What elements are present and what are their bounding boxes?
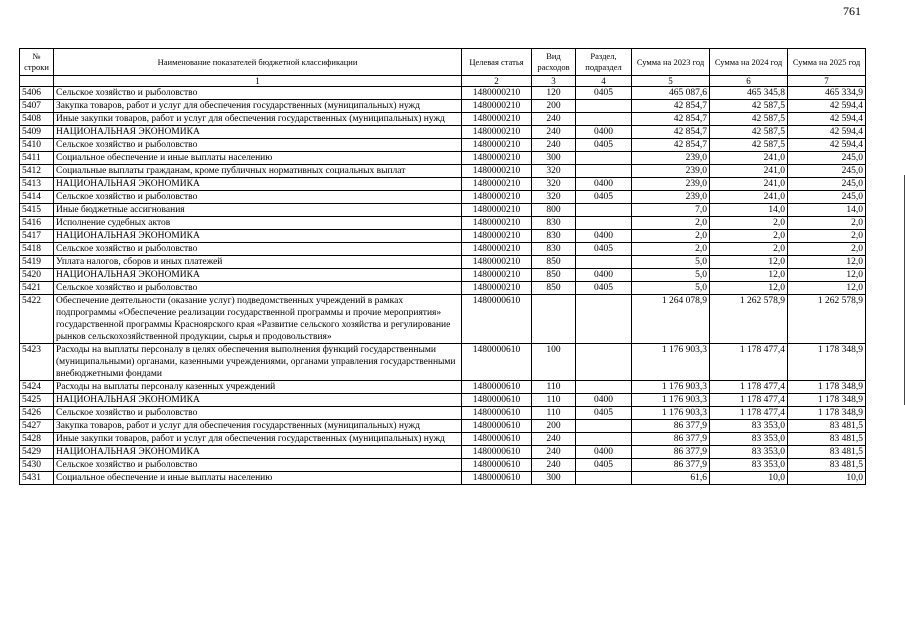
row-target-article: 1480000610 xyxy=(462,394,532,407)
row-number: 5416 xyxy=(20,217,54,230)
row-expense-type: 830 xyxy=(532,217,576,230)
row-target-article: 1480000610 xyxy=(462,295,532,344)
row-amount-2025: 14,0 xyxy=(788,204,866,217)
row-expense-type: 110 xyxy=(532,407,576,420)
row-amount-2023: 42 854,7 xyxy=(632,126,710,139)
row-expense-type xyxy=(532,295,576,344)
row-amount-2025: 2,0 xyxy=(788,217,866,230)
header-section: Раздел, подраздел xyxy=(576,49,632,76)
row-target-article: 1480000210 xyxy=(462,100,532,113)
row-amount-2023: 86 377,9 xyxy=(632,459,710,472)
row-amount-2023: 465 087,6 xyxy=(632,87,710,100)
table-row xyxy=(20,381,866,394)
row-name: Закупка товаров, работ и услуг для обеспечения государственных (муниципальных) нужд xyxy=(54,100,462,113)
table-body xyxy=(20,87,866,485)
row-number: 5417 xyxy=(20,230,54,243)
row-number: 5424 xyxy=(20,381,54,394)
row-name: НАЦИОНАЛЬНАЯ ЭКОНОМИКА xyxy=(54,126,462,139)
row-amount-2023: 2,0 xyxy=(632,230,710,243)
row-section: 0400 xyxy=(576,126,632,139)
row-name: Сельское хозяйство и рыболовство xyxy=(54,243,462,256)
column-number xyxy=(20,76,54,87)
table-row xyxy=(20,204,866,217)
row-target-article: 1480000210 xyxy=(462,217,532,230)
row-amount-2023: 86 377,9 xyxy=(632,420,710,433)
row-name: Социальные выплаты гражданам, кроме публичных нормативных социальных выплат xyxy=(54,165,462,178)
row-expense-type: 830 xyxy=(532,243,576,256)
row-name: Исполнение судебных актов xyxy=(54,217,462,230)
table-row xyxy=(20,217,866,230)
table-row xyxy=(20,100,866,113)
row-amount-2023: 42 854,7 xyxy=(632,100,710,113)
table-row xyxy=(20,126,866,139)
header-2025: Сумма на 2025 год xyxy=(788,49,866,76)
row-amount-2025: 42 594,4 xyxy=(788,100,866,113)
row-amount-2025: 1 178 348,9 xyxy=(788,394,866,407)
row-amount-2023: 239,0 xyxy=(632,152,710,165)
row-name: НАЦИОНАЛЬНАЯ ЭКОНОМИКА xyxy=(54,230,462,243)
row-name: Закупка товаров, работ и услуг для обеспечения государственных (муниципальных) нужд xyxy=(54,420,462,433)
row-number: 5427 xyxy=(20,420,54,433)
row-amount-2024: 42 587,5 xyxy=(710,113,788,126)
row-amount-2024: 42 587,5 xyxy=(710,126,788,139)
row-amount-2024: 1 262 578,9 xyxy=(710,295,788,344)
row-target-article: 1480000210 xyxy=(462,282,532,295)
table-row xyxy=(20,420,866,433)
row-amount-2023: 239,0 xyxy=(632,191,710,204)
row-amount-2024: 83 353,0 xyxy=(710,433,788,446)
row-amount-2023: 5,0 xyxy=(632,256,710,269)
header-row xyxy=(20,49,866,76)
column-number: 2 xyxy=(462,76,532,87)
row-amount-2025: 83 481,5 xyxy=(788,420,866,433)
row-expense-type: 200 xyxy=(532,420,576,433)
row-section xyxy=(576,100,632,113)
row-amount-2024: 12,0 xyxy=(710,256,788,269)
row-section xyxy=(576,165,632,178)
row-expense-type: 240 xyxy=(532,113,576,126)
row-number: 5411 xyxy=(20,152,54,165)
row-number: 5415 xyxy=(20,204,54,217)
row-expense-type: 100 xyxy=(532,344,576,381)
row-amount-2023: 2,0 xyxy=(632,243,710,256)
row-section: 0405 xyxy=(576,407,632,420)
row-target-article: 1480000610 xyxy=(462,433,532,446)
header-type: Вид расходов xyxy=(532,49,576,76)
header-2023: Сумма на 2023 год xyxy=(632,49,710,76)
table-row xyxy=(20,407,866,420)
row-amount-2024: 241,0 xyxy=(710,191,788,204)
column-number: 7 xyxy=(788,76,866,87)
row-amount-2025: 1 178 348,9 xyxy=(788,381,866,394)
row-amount-2023: 239,0 xyxy=(632,178,710,191)
row-target-article: 1480000210 xyxy=(462,191,532,204)
row-amount-2023: 7,0 xyxy=(632,204,710,217)
row-amount-2023: 239,0 xyxy=(632,165,710,178)
table-row xyxy=(20,282,866,295)
row-target-article: 1480000610 xyxy=(462,420,532,433)
row-number: 5426 xyxy=(20,407,54,420)
table-row xyxy=(20,243,866,256)
row-section: 0400 xyxy=(576,178,632,191)
header-num: № строки xyxy=(20,49,54,76)
row-amount-2025: 83 481,5 xyxy=(788,459,866,472)
column-number-row xyxy=(20,76,866,87)
row-amount-2024: 14,0 xyxy=(710,204,788,217)
row-target-article: 1480000210 xyxy=(462,204,532,217)
row-section xyxy=(576,472,632,485)
row-section xyxy=(576,295,632,344)
row-target-article: 1480000610 xyxy=(462,472,532,485)
budget-table xyxy=(19,48,866,485)
row-amount-2023: 1 176 903,3 xyxy=(632,344,710,381)
row-name: Уплата налогов, сборов и иных платежей xyxy=(54,256,462,269)
row-amount-2024: 241,0 xyxy=(710,165,788,178)
column-number: 3 xyxy=(532,76,576,87)
table-row xyxy=(20,113,866,126)
row-section: 0405 xyxy=(576,191,632,204)
row-number: 5423 xyxy=(20,344,54,381)
row-amount-2025: 245,0 xyxy=(788,191,866,204)
row-number: 5422 xyxy=(20,295,54,344)
row-number: 5429 xyxy=(20,446,54,459)
row-name: Иные бюджетные ассигнования xyxy=(54,204,462,217)
row-section: 0405 xyxy=(576,139,632,152)
row-section: 0405 xyxy=(576,459,632,472)
row-amount-2024: 1 178 477,4 xyxy=(710,394,788,407)
page-number: 761 xyxy=(843,4,861,18)
row-expense-type: 110 xyxy=(532,381,576,394)
row-amount-2025: 1 178 348,9 xyxy=(788,407,866,420)
row-expense-type: 320 xyxy=(532,178,576,191)
row-expense-type: 110 xyxy=(532,394,576,407)
row-amount-2025: 83 481,5 xyxy=(788,433,866,446)
row-amount-2023: 42 854,7 xyxy=(632,139,710,152)
row-target-article: 1480000610 xyxy=(462,407,532,420)
table-row xyxy=(20,178,866,191)
row-number: 5412 xyxy=(20,165,54,178)
row-number: 5406 xyxy=(20,87,54,100)
row-section: 0400 xyxy=(576,394,632,407)
row-amount-2023: 2,0 xyxy=(632,217,710,230)
row-amount-2025: 245,0 xyxy=(788,178,866,191)
row-expense-type: 850 xyxy=(532,256,576,269)
row-amount-2023: 5,0 xyxy=(632,269,710,282)
row-name: Сельское хозяйство и рыболовство xyxy=(54,87,462,100)
row-amount-2024: 10,0 xyxy=(710,472,788,485)
row-name: Социальное обеспечение и иные выплаты населению xyxy=(54,152,462,165)
row-amount-2025: 2,0 xyxy=(788,243,866,256)
row-expense-type: 240 xyxy=(532,433,576,446)
row-expense-type: 800 xyxy=(532,204,576,217)
row-expense-type: 240 xyxy=(532,446,576,459)
row-target-article: 1480000210 xyxy=(462,269,532,282)
row-expense-type: 300 xyxy=(532,152,576,165)
row-amount-2024: 83 353,0 xyxy=(710,459,788,472)
row-target-article: 1480000210 xyxy=(462,243,532,256)
row-amount-2025: 245,0 xyxy=(788,165,866,178)
row-number: 5418 xyxy=(20,243,54,256)
row-amount-2024: 83 353,0 xyxy=(710,446,788,459)
row-expense-type: 200 xyxy=(532,100,576,113)
row-number: 5430 xyxy=(20,459,54,472)
row-amount-2025: 12,0 xyxy=(788,282,866,295)
row-amount-2024: 2,0 xyxy=(710,243,788,256)
column-number: 6 xyxy=(710,76,788,87)
row-amount-2024: 42 587,5 xyxy=(710,139,788,152)
row-target-article: 1480000210 xyxy=(462,139,532,152)
row-amount-2025: 83 481,5 xyxy=(788,446,866,459)
row-target-article: 1480000210 xyxy=(462,165,532,178)
table-row xyxy=(20,269,866,282)
row-number: 5421 xyxy=(20,282,54,295)
row-number: 5414 xyxy=(20,191,54,204)
row-amount-2025: 42 594,4 xyxy=(788,126,866,139)
row-expense-type: 850 xyxy=(532,282,576,295)
row-name: Обеспечение деятельности (оказание услуг) подведомственных учреждений в рамках подпрограммы «Обеспечение реализации государственной программы и прочие мероприятия» государственной программы Красноярского края «Развитие сельского хозяйства и регулирование рынков сельскохозяйственной продукции, сырья и продовольствия» xyxy=(54,295,462,344)
row-number: 5425 xyxy=(20,394,54,407)
row-name: Сельское хозяйство и рыболовство xyxy=(54,282,462,295)
row-name: НАЦИОНАЛЬНАЯ ЭКОНОМИКА xyxy=(54,394,462,407)
row-name: НАЦИОНАЛЬНАЯ ЭКОНОМИКА xyxy=(54,178,462,191)
header-name: Наименование показателей бюджетной классификации xyxy=(54,49,462,76)
row-name: Иные закупки товаров, работ и услуг для обеспечения государственных (муниципальных) нужд xyxy=(54,433,462,446)
row-amount-2024: 42 587,5 xyxy=(710,100,788,113)
row-section xyxy=(576,420,632,433)
row-section xyxy=(576,344,632,381)
row-amount-2024: 12,0 xyxy=(710,282,788,295)
row-section: 0405 xyxy=(576,87,632,100)
header-code: Целевая статья xyxy=(462,49,532,76)
table-row xyxy=(20,152,866,165)
row-name: НАЦИОНАЛЬНАЯ ЭКОНОМИКА xyxy=(54,269,462,282)
row-amount-2025: 465 334,9 xyxy=(788,87,866,100)
column-number: 4 xyxy=(576,76,632,87)
table-row xyxy=(20,295,866,344)
row-amount-2025: 2,0 xyxy=(788,230,866,243)
table-row xyxy=(20,459,866,472)
row-expense-type: 120 xyxy=(532,87,576,100)
row-target-article: 1480000210 xyxy=(462,152,532,165)
row-expense-type: 850 xyxy=(532,269,576,282)
row-amount-2024: 12,0 xyxy=(710,269,788,282)
row-expense-type: 320 xyxy=(532,191,576,204)
row-name: Сельское хозяйство и рыболовство xyxy=(54,139,462,152)
row-target-article: 1480000210 xyxy=(462,256,532,269)
row-expense-type: 300 xyxy=(532,472,576,485)
row-section xyxy=(576,217,632,230)
row-number: 5431 xyxy=(20,472,54,485)
row-amount-2024: 465 345,8 xyxy=(710,87,788,100)
row-amount-2025: 1 262 578,9 xyxy=(788,295,866,344)
row-section xyxy=(576,204,632,217)
row-section xyxy=(576,256,632,269)
row-number: 5428 xyxy=(20,433,54,446)
column-number: 1 xyxy=(54,76,462,87)
row-name: Расходы на выплаты персоналу в целях обеспечения выполнения функций государственными (муниципальными) органами, казенными учреждениями, органами управления государственными внебюджетными фондами xyxy=(54,344,462,381)
row-section xyxy=(576,113,632,126)
row-target-article: 1480000210 xyxy=(462,178,532,191)
row-section: 0405 xyxy=(576,243,632,256)
row-target-article: 1480000210 xyxy=(462,230,532,243)
column-number: 5 xyxy=(632,76,710,87)
row-number: 5420 xyxy=(20,269,54,282)
row-section: 0400 xyxy=(576,269,632,282)
row-number: 5413 xyxy=(20,178,54,191)
row-amount-2025: 42 594,4 xyxy=(788,139,866,152)
row-number: 5408 xyxy=(20,113,54,126)
row-section xyxy=(576,381,632,394)
table-row xyxy=(20,446,866,459)
row-amount-2023: 86 377,9 xyxy=(632,446,710,459)
row-section: 0405 xyxy=(576,282,632,295)
row-name: Социальное обеспечение и иные выплаты населению xyxy=(54,472,462,485)
row-expense-type: 830 xyxy=(532,230,576,243)
row-amount-2024: 83 353,0 xyxy=(710,420,788,433)
row-amount-2023: 1 264 078,9 xyxy=(632,295,710,344)
row-target-article: 1480000610 xyxy=(462,446,532,459)
row-target-article: 1480000210 xyxy=(462,87,532,100)
table-row xyxy=(20,87,866,100)
row-amount-2023: 61,6 xyxy=(632,472,710,485)
table-row xyxy=(20,230,866,243)
row-amount-2023: 42 854,7 xyxy=(632,113,710,126)
row-amount-2024: 1 178 477,4 xyxy=(710,407,788,420)
row-number: 5419 xyxy=(20,256,54,269)
table-row xyxy=(20,394,866,407)
row-target-article: 1480000210 xyxy=(462,113,532,126)
row-amount-2025: 1 178 348,9 xyxy=(788,344,866,381)
row-target-article: 1480000610 xyxy=(462,459,532,472)
table-row xyxy=(20,256,866,269)
row-amount-2025: 12,0 xyxy=(788,256,866,269)
row-target-article: 1480000210 xyxy=(462,126,532,139)
row-section xyxy=(576,152,632,165)
table-row xyxy=(20,139,866,152)
row-amount-2024: 241,0 xyxy=(710,178,788,191)
row-amount-2023: 5,0 xyxy=(632,282,710,295)
row-name: Сельское хозяйство и рыболовство xyxy=(54,407,462,420)
row-amount-2023: 1 176 903,3 xyxy=(632,381,710,394)
table-row xyxy=(20,472,866,485)
row-amount-2024: 241,0 xyxy=(710,152,788,165)
row-amount-2023: 1 176 903,3 xyxy=(632,394,710,407)
row-number: 5407 xyxy=(20,100,54,113)
row-expense-type: 240 xyxy=(532,459,576,472)
row-number: 5410 xyxy=(20,139,54,152)
table-row xyxy=(20,433,866,446)
row-section xyxy=(576,433,632,446)
header-2024: Сумма на 2024 год xyxy=(710,49,788,76)
table-row xyxy=(20,344,866,381)
row-expense-type: 240 xyxy=(532,139,576,152)
row-name: Сельское хозяйство и рыболовство xyxy=(54,191,462,204)
row-name: НАЦИОНАЛЬНАЯ ЭКОНОМИКА xyxy=(54,446,462,459)
row-target-article: 1480000610 xyxy=(462,381,532,394)
table-row xyxy=(20,191,866,204)
row-section: 0400 xyxy=(576,446,632,459)
row-amount-2025: 42 594,4 xyxy=(788,113,866,126)
row-amount-2023: 1 176 903,3 xyxy=(632,407,710,420)
row-amount-2024: 1 178 477,4 xyxy=(710,344,788,381)
row-name: Сельское хозяйство и рыболовство xyxy=(54,459,462,472)
row-target-article: 1480000610 xyxy=(462,344,532,381)
row-amount-2024: 2,0 xyxy=(710,230,788,243)
row-expense-type: 240 xyxy=(532,126,576,139)
row-expense-type: 320 xyxy=(532,165,576,178)
row-name: Расходы на выплаты персоналу казенных учреждений xyxy=(54,381,462,394)
row-amount-2025: 245,0 xyxy=(788,152,866,165)
row-amount-2024: 1 178 477,4 xyxy=(710,381,788,394)
row-number: 5409 xyxy=(20,126,54,139)
row-section: 0400 xyxy=(576,230,632,243)
row-amount-2024: 2,0 xyxy=(710,217,788,230)
row-amount-2025: 10,0 xyxy=(788,472,866,485)
row-amount-2025: 12,0 xyxy=(788,269,866,282)
row-amount-2023: 86 377,9 xyxy=(632,433,710,446)
table-row xyxy=(20,165,866,178)
row-name: Иные закупки товаров, работ и услуг для обеспечения государственных (муниципальных) нужд xyxy=(54,113,462,126)
